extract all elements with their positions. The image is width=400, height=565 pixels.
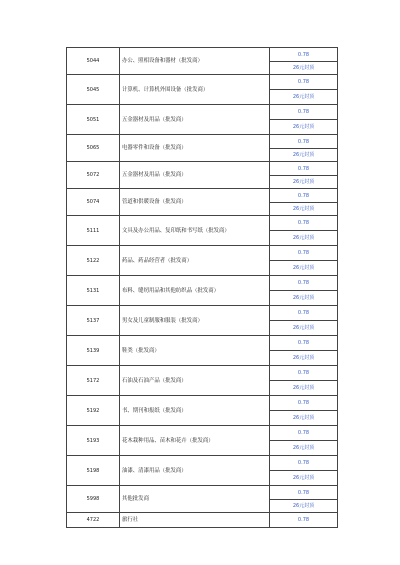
mcc-code-cell: 5131	[67, 276, 120, 306]
table-row	[67, 456, 338, 471]
fee-cap-cell: 26元封顶	[270, 203, 338, 216]
table-row	[67, 366, 338, 381]
rate-table	[66, 47, 338, 528]
table-row	[67, 486, 338, 500]
mcc-code-cell: 5045	[67, 75, 120, 105]
mcc-code-cell: 5137	[67, 306, 120, 336]
merchant-category-cell: 五金器材及用品（批发商）	[120, 162, 270, 189]
table-row	[67, 48, 338, 62]
rate-cell: 0.78	[270, 336, 338, 351]
rate-cell: 0.78	[270, 306, 338, 321]
rate-cell: 0.78	[270, 456, 338, 471]
table-row	[67, 276, 338, 291]
table-row	[67, 189, 338, 203]
merchant-category-cell: 五金器材及用品（批发商）	[120, 105, 270, 135]
fee-cap-cell: 26元封顶	[270, 321, 338, 336]
merchant-category-cell: 鞋类（批发商）	[120, 336, 270, 366]
merchant-category-cell: 办公、照相设备和器材（批发商）	[120, 48, 270, 75]
fee-cap-cell: 26元封顶	[270, 381, 338, 396]
rate-cell: 0.78	[270, 189, 338, 203]
merchant-category-cell: 书、期刊和报纸（批发商）	[120, 396, 270, 426]
rate-cell: 0.78	[270, 162, 338, 176]
mcc-code-cell: 5072	[67, 162, 120, 189]
fee-cap-cell: 26元封顶	[270, 471, 338, 486]
fee-cap-cell: 26元封顶	[270, 149, 338, 162]
rate-cell: 0.78	[270, 216, 338, 231]
table-row	[67, 336, 338, 351]
table-row	[67, 216, 338, 231]
fee-cap-cell: 26元封顶	[270, 120, 338, 135]
table-row	[67, 135, 338, 149]
fee-cap-cell: 26元封顶	[270, 291, 338, 306]
mcc-code-cell: 5193	[67, 426, 120, 456]
mcc-code-cell: 5198	[67, 456, 120, 486]
rate-table-body	[67, 48, 338, 528]
rate-cell: 0.78	[270, 486, 338, 500]
table-row	[67, 513, 338, 528]
rate-cell: 0.78	[270, 513, 338, 528]
table-row	[67, 396, 338, 411]
fee-cap-cell: 26元封顶	[270, 500, 338, 513]
mcc-code-cell: 5044	[67, 48, 120, 75]
merchant-category-cell: 管道和供暖设备（批发商）	[120, 189, 270, 216]
rate-table-sheet	[66, 47, 334, 528]
merchant-category-cell: 石油及石油产品（批发商）	[120, 366, 270, 396]
table-row	[67, 306, 338, 321]
fee-cap-cell: 26元封顶	[270, 176, 338, 189]
mcc-code-cell: 5172	[67, 366, 120, 396]
table-row	[67, 162, 338, 176]
merchant-category-cell: 油漆、清漆用品（批发商）	[120, 456, 270, 486]
rate-cell: 0.78	[270, 366, 338, 381]
fee-cap-cell: 26元封顶	[270, 351, 338, 366]
mcc-code-cell: 5998	[67, 486, 120, 513]
mcc-code-cell: 5111	[67, 216, 120, 246]
fee-cap-cell: 26元封顶	[270, 231, 338, 246]
table-row	[67, 426, 338, 441]
rate-cell: 0.78	[270, 246, 338, 261]
merchant-category-cell: 药品、药品经营者（批发商）	[120, 246, 270, 276]
rate-cell: 0.78	[270, 276, 338, 291]
rate-cell: 0.78	[270, 396, 338, 411]
merchant-category-cell: 男女及儿童制服和服装（批发商）	[120, 306, 270, 336]
table-row	[67, 75, 338, 90]
merchant-category-cell: 布料、缝纫用品和其他纺织品（批发商）	[120, 276, 270, 306]
fee-cap-cell: 26元封顶	[270, 411, 338, 426]
rate-cell: 0.78	[270, 48, 338, 62]
merchant-category-cell: 旅行社	[120, 513, 270, 528]
mcc-code-cell: 5074	[67, 189, 120, 216]
rate-cell: 0.78	[270, 426, 338, 441]
mcc-code-cell: 5065	[67, 135, 120, 162]
rate-cell: 0.78	[270, 105, 338, 120]
fee-cap-cell: 26元封顶	[270, 441, 338, 456]
rate-cell: 0.78	[270, 75, 338, 90]
mcc-code-cell: 4722	[67, 513, 120, 528]
mcc-code-cell: 5122	[67, 246, 120, 276]
rate-cell: 0.78	[270, 135, 338, 149]
table-row	[67, 246, 338, 261]
mcc-code-cell: 5192	[67, 396, 120, 426]
fee-cap-cell: 26元封顶	[270, 90, 338, 105]
fee-cap-cell: 26元封顶	[270, 62, 338, 75]
fee-cap-cell: 26元封顶	[270, 261, 338, 276]
mcc-code-cell: 5139	[67, 336, 120, 366]
merchant-category-cell: 文具及办公用品、复印纸和书写纸（批发商）	[120, 216, 270, 246]
mcc-code-cell: 5051	[67, 105, 120, 135]
merchant-category-cell: 电器零件和设备（批发商）	[120, 135, 270, 162]
table-row	[67, 105, 338, 120]
merchant-category-cell: 计算机、计算机外围设备（批发商）	[120, 75, 270, 105]
merchant-category-cell: 花木栽种用品、苗木和花卉（批发商）	[120, 426, 270, 456]
merchant-category-cell: 其他批发商	[120, 486, 270, 513]
